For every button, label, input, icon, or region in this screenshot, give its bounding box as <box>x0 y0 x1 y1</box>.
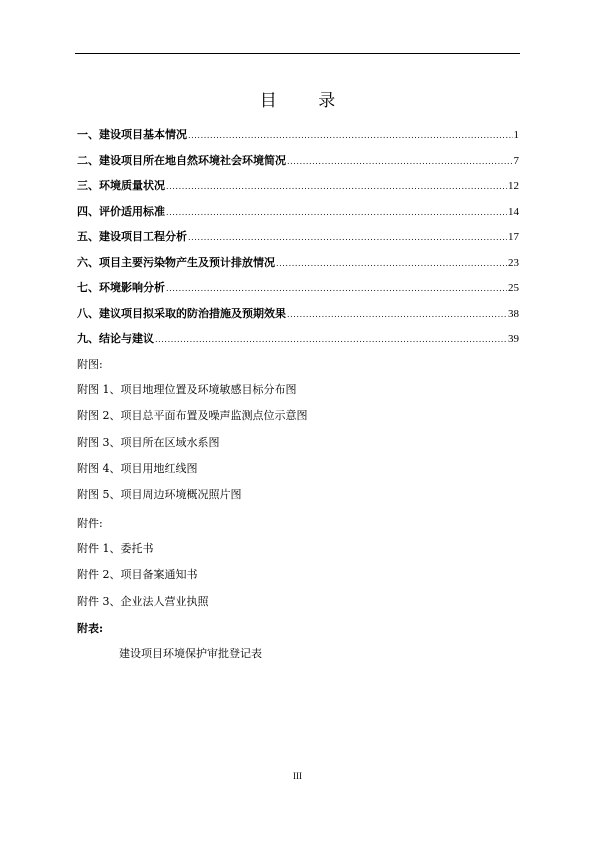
toc-entry[interactable] <box>77 305 519 331</box>
attachment-item[interactable]: 附件 3、企业法人营业执照 <box>77 594 209 608</box>
figure-item[interactable]: 附图 5、项目周边环境概况照片图 <box>77 488 242 502</box>
toc-entry[interactable] <box>77 203 519 229</box>
toc-entry-page: 12 <box>508 180 519 192</box>
toc-entry-page: 23 <box>508 256 519 269</box>
toc-entry-label: 八、建议项目拟采取的防治措施及预期效果 <box>77 306 286 320</box>
figure-item[interactable]: 附图 2、项目总平面布置及噪声监测点位示意图 <box>77 409 308 423</box>
toc-dot-leader <box>287 310 507 319</box>
toc-dot-leader <box>276 259 507 268</box>
toc-dot-leader <box>166 208 507 217</box>
header-rule <box>75 53 520 54</box>
toc-entry[interactable] <box>77 177 519 203</box>
attachments-heading: 附件: <box>77 517 103 530</box>
tables-heading: 附表: <box>77 622 104 635</box>
attachments-section <box>77 515 519 619</box>
toc-dot-leader <box>166 182 507 191</box>
attachment-item[interactable]: 附件 2、项目备案通知书 <box>77 568 198 582</box>
figures-section <box>77 356 519 512</box>
toc-entry-label: 三、环境质量状况 <box>77 179 165 192</box>
toc-dot-leader <box>188 131 513 140</box>
table-of-contents <box>77 126 519 356</box>
toc-entry-page: 38 <box>508 307 519 320</box>
figures-heading: 附图: <box>77 358 103 371</box>
toc-entry-label: 二、建设项目所在地自然环境社会环境简况 <box>77 153 286 167</box>
toc-entry[interactable] <box>77 228 519 254</box>
figure-item[interactable]: 附图 1、项目地理位置及环境敏感目标分布图 <box>77 383 297 396</box>
toc-entry[interactable] <box>77 152 519 178</box>
toc-entry-page: 1 <box>513 129 519 141</box>
toc-entry-page: 14 <box>508 205 519 218</box>
toc-dot-leader <box>287 157 513 166</box>
toc-entry-label: 一、建设项目基本情况 <box>77 128 187 141</box>
page-number: III <box>293 771 302 781</box>
toc-entry-page: 7 <box>513 154 519 167</box>
toc-entry-page: 17 <box>508 231 519 243</box>
toc-entry[interactable] <box>77 126 519 152</box>
table-item[interactable]: 建设项目环境保护审批登记表 <box>119 647 262 660</box>
page-title: 目 录 <box>259 91 354 111</box>
attachment-item[interactable]: 附件 1、委托书 <box>77 542 154 555</box>
toc-entry[interactable] <box>77 330 519 356</box>
toc-entry-page: 25 <box>508 282 519 294</box>
toc-entry-label: 五、建设项目工程分析 <box>77 230 187 243</box>
toc-dot-leader <box>188 233 507 242</box>
toc-entry-label: 九、结论与建议 <box>77 332 154 345</box>
tables-section <box>77 620 519 661</box>
toc-entry-label: 四、评价适用标准 <box>77 204 165 218</box>
toc-entry[interactable] <box>77 254 519 280</box>
toc-entry[interactable] <box>77 279 519 305</box>
toc-dot-leader <box>155 335 507 344</box>
figure-item[interactable]: 附图 3、项目所在区域水系图 <box>77 435 220 449</box>
figure-item[interactable]: 附图 4、项目用地红线图 <box>77 461 198 475</box>
toc-entry-label: 七、环境影响分析 <box>77 281 165 294</box>
toc-entry-label: 六、项目主要污染物产生及预计排放情况 <box>77 255 275 269</box>
toc-entry-page: 39 <box>508 333 519 345</box>
toc-dot-leader <box>166 284 507 293</box>
